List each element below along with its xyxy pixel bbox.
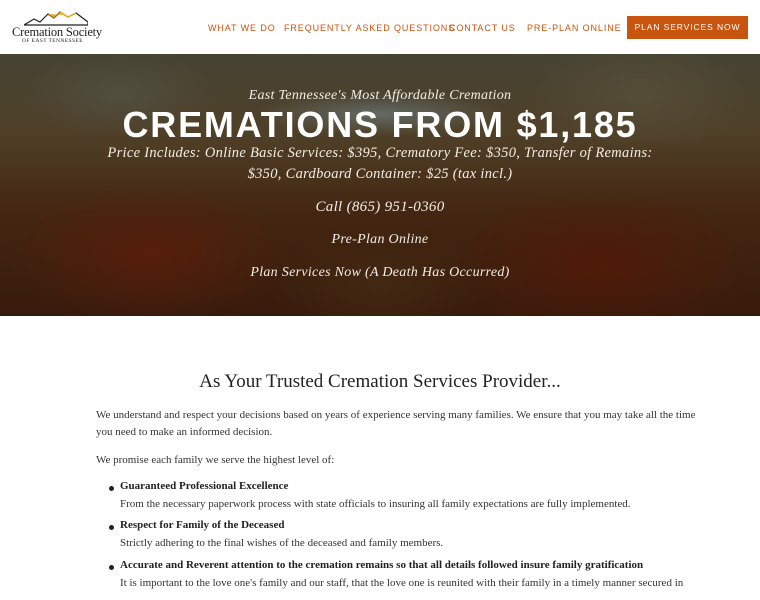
nav-what-we-do[interactable]: WHAT WE DO bbox=[208, 23, 276, 33]
hero-headline: CREMATIONS FROM $1,185 bbox=[122, 104, 638, 145]
hero-preplan-link[interactable]: Pre-Plan Online bbox=[331, 232, 429, 247]
main-content bbox=[0, 316, 760, 600]
nav-pre-plan-online[interactable]: PRE-PLAN ONLINE bbox=[527, 23, 622, 33]
intro-line-1: We understand and respect your decisions based on years of experience serving many families. We ensure that you may take all the time bbox=[96, 409, 696, 421]
bullet-icon bbox=[109, 525, 114, 530]
section-heading: As Your Trusted Cremation Services Provider... bbox=[199, 371, 561, 392]
list-item-title: Respect for Family of the Deceased bbox=[120, 519, 285, 531]
site-header bbox=[0, 0, 760, 54]
bullet-icon bbox=[109, 565, 114, 570]
hero-plan-now-link[interactable]: Plan Services Now (A Death Has Occurred) bbox=[250, 265, 510, 280]
bullet-icon bbox=[109, 486, 114, 491]
plan-services-now-button[interactable]: PLAN SERVICES NOW bbox=[627, 16, 748, 39]
logo-subtitle: OF EAST TENNESSEE bbox=[22, 38, 83, 44]
nav-contact-us[interactable]: CONTACT US bbox=[449, 23, 516, 33]
hero-banner bbox=[0, 54, 760, 316]
list-item-title: Guaranteed Professional Excellence bbox=[120, 480, 289, 492]
hero-price-line-1: Price Includes: Online Basic Services: $395, Crematory Fee: $350, Transfer of Remains: bbox=[107, 145, 653, 161]
promise-text: We promise each family we serve the highest level of: bbox=[96, 454, 335, 466]
list-item-desc: Strictly adhering to the final wishes of the deceased and family members. bbox=[120, 537, 444, 549]
nav-faq[interactable]: FREQUENTLY ASKED QUESTIONS bbox=[284, 23, 456, 33]
hero-tagline: East Tennessee's Most Affordable Cremation bbox=[248, 88, 512, 103]
intro-line-2: you need to make an informed decision. bbox=[96, 426, 273, 438]
site-logo[interactable] bbox=[10, 10, 100, 46]
logo-name: Cremation Society bbox=[12, 25, 102, 39]
list-item-desc: From the necessary paperwork process with state officials to insuring all family expectations are fully implemented. bbox=[120, 498, 631, 510]
hero-call-link[interactable]: Call (865) 951-0360 bbox=[315, 199, 445, 215]
list-item-title: Accurate and Reverent attention to the cremation remains so that all details followed insure family gratification bbox=[120, 559, 644, 571]
hero-price-line-2: $350, Cardboard Container: $25 (tax incl.) bbox=[247, 166, 513, 182]
mountain-logo-icon bbox=[24, 10, 88, 26]
list-item-desc: It is important to the love one's family and our staff, that the love one is reunited with their family in a timely manner secured in bbox=[120, 577, 684, 589]
